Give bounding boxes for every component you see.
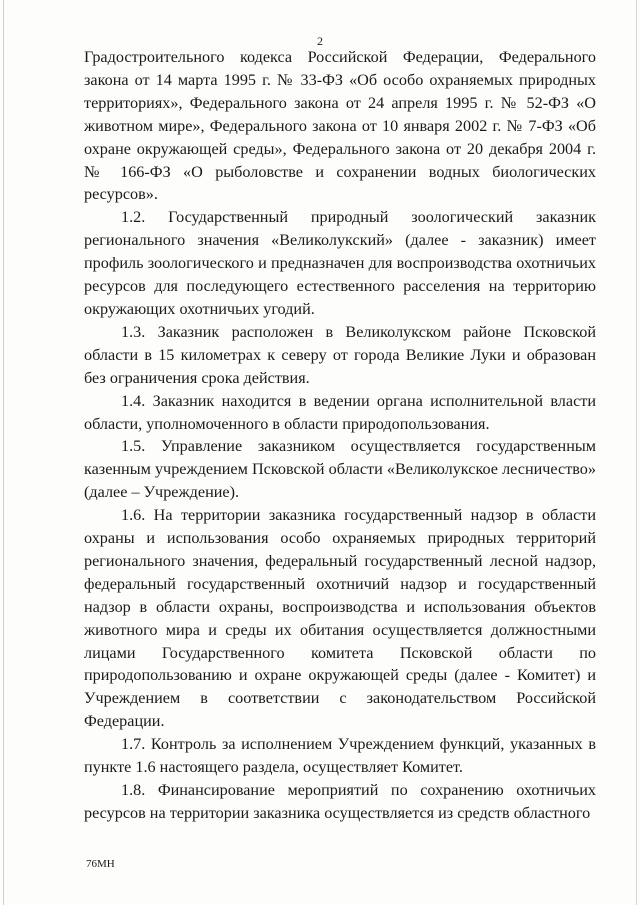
scan-edge-left xyxy=(3,0,4,905)
paragraph-1-5: 1.5. Управление заказником осуществляется государственным казенным учреждением Псковской области «Великолукское лесничество» (далее – Учреждение). xyxy=(84,437,596,502)
scan-edge-right xyxy=(636,0,637,905)
paragraph-1-3: 1.3. Заказник расположен в Великолукском районе Псковской области в 15 километрах к северу от города Великие Луки и образован без ограничения срока действия. xyxy=(84,322,596,387)
page-number: 2 xyxy=(317,34,323,48)
document-body xyxy=(84,46,596,825)
paragraph-1-4: 1.4. Заказник находится в ведении органа исполнительной власти области, уполномоченного в области природопользования. xyxy=(84,391,596,433)
paragraph-1-7: 1.7. Контроль за исполнением Учреждением функций, указанных в пункте 1.6 настоящего раздела, осуществляет Комитет. xyxy=(84,735,596,777)
paragraph-1-8: 1.8. Финансирование мероприятий по сохранению охотничьих ресурсов на территории заказника осуществляется из средств областного xyxy=(84,781,596,822)
paragraph-1-6: 1.6. На территории заказника государственный надзор в области охраны и использования особо охраняемых природных территорий регионального значения, федеральный государственный лесной надзор, федеральный государственный охотничий надзор и государственный надзор в области охраны, воспроизводства и использования объектов животного мира и среды их обитания осуществляется должностными лицами Государственного комитета Псковской области по природопользованию и охране окружающей среды (далее - Комитет) и Учреждением в соответствии с законодательством Российской Федерации. xyxy=(84,506,596,731)
footer-document-code: 76МН xyxy=(86,858,115,870)
paragraph-1-2: 1.2. Государственный природный зоологический заказник регионального значения «Великолукский» (далее - заказник) имеет профиль зоологического и предназначен для воспроизводства охотничьих ресурсов для последующего естественного расселения на территорию окружающих охотничьих угодий. xyxy=(84,208,596,318)
paragraph-continuation: Градостроительного кодекса Российской Федерации, Федерального закона от 14 марта 1995 г. № 33-ФЗ «Об особо охраняемых природных территориях», Федерального закона от 24 апреля 1995 г. № 52-ФЗ «О животном мире», Федерального закона от 10 января 2002 г. № 7-ФЗ «Об охране окружающей среды», Федерального закона от 20 декабря 2004 г. № 166-ФЗ «О рыболовстве и сохранении водных биологических ресурсов». xyxy=(84,48,596,204)
